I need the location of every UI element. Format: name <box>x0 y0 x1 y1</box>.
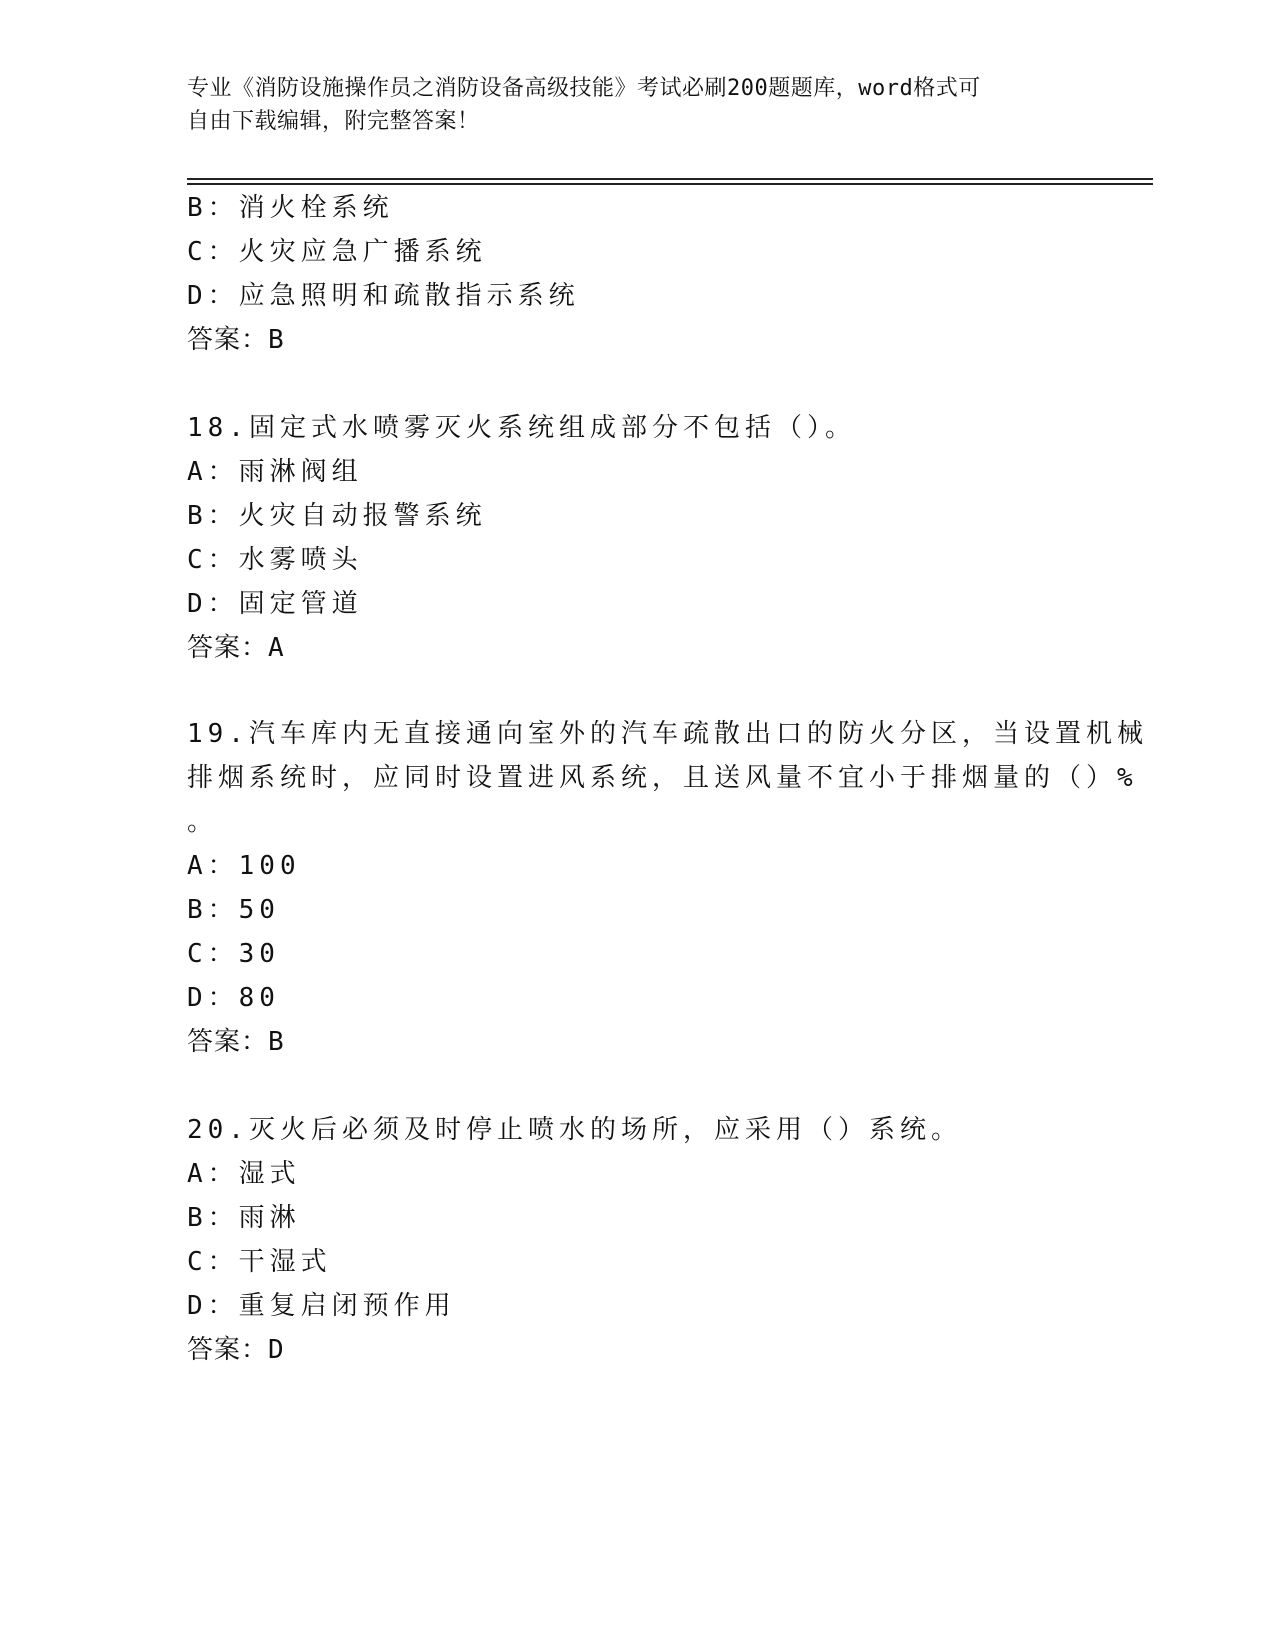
option-c: C：火灾应急广播系统 <box>187 237 487 267</box>
document-header <box>187 72 1067 138</box>
option-d: D：固定管道 <box>187 589 363 619</box>
header-line-1: 专业《消防设施操作员之消防设备高级技能》考试必刷200题题库，word格式可 <box>187 76 981 101</box>
header-rule-bottom <box>187 183 1153 185</box>
answer: 答案：B <box>187 1027 285 1057</box>
option-a: A：湿式 <box>187 1159 301 1189</box>
option-b: B：火灾自动报警系统 <box>187 501 487 531</box>
option-b: B：50 <box>187 895 280 925</box>
option-c: C：30 <box>187 939 280 969</box>
option-d: D：80 <box>187 983 280 1013</box>
header-rule-top <box>187 178 1153 180</box>
option-d: D：应急照明和疏散指示系统 <box>187 281 580 311</box>
header-line-2: 自由下载编辑，附完整答案！ <box>187 109 480 134</box>
question-19-line-2: 排烟系统时，应同时设置进风系统，且送风量不宜小于排烟量的（）% <box>187 763 1138 793</box>
option-d: D：重复启闭预作用 <box>187 1291 456 1321</box>
question-20: 20.灭火后必须及时停止喷水的场所，应采用（）系统。 <box>187 1115 962 1145</box>
question-19-line-3: 。 <box>187 807 219 837</box>
option-a: A：100 <box>187 851 301 881</box>
answer: 答案：B <box>187 325 285 355</box>
option-b: B：消火栓系统 <box>187 193 394 223</box>
option-c: C：干湿式 <box>187 1247 332 1277</box>
option-c: C：水雾喷头 <box>187 545 363 575</box>
answer: 答案：A <box>187 633 285 663</box>
answer: 答案：D <box>187 1335 285 1365</box>
option-a: A：雨淋阀组 <box>187 457 363 487</box>
question-19-line-1: 19.汽车库内无直接通向室外的汽车疏散出口的防火分区，当设置机械 <box>187 719 1148 749</box>
question-18: 18.固定式水喷雾灭火系统组成部分不包括（）。 <box>187 413 856 443</box>
option-b: B：雨淋 <box>187 1203 301 1233</box>
